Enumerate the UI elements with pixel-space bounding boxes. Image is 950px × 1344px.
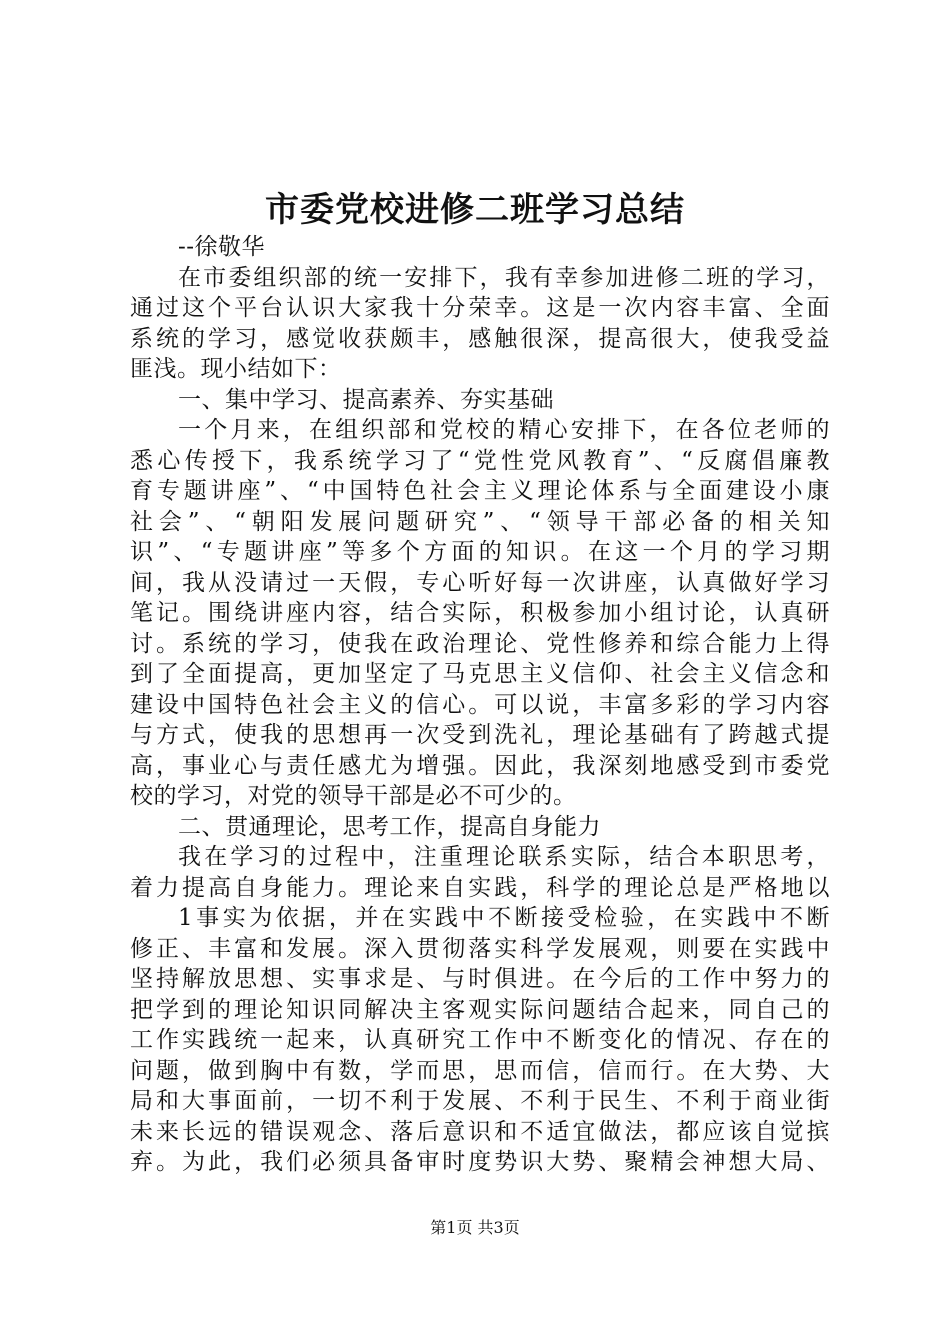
text-line: 问题，做到胸中有数，学而思，思而信，信而行。在大势、大 [130, 1057, 830, 1084]
page-number-footer: 第1页 共3页 [430, 1218, 520, 1237]
text-line: 修正、丰富和发展。深入贯彻落实科学发展观，则要在实践中 [130, 935, 830, 962]
text-line: 与方式，使我的思想再一次受到洗礼，理论基础有了跨越式提 [130, 722, 830, 748]
text-line: 未来长远的错误观念、落后意识和不适宜做法，都应该自觉摈 [130, 1118, 830, 1145]
text-line: 我在学习的过程中，注重理论联系实际，结合本职思考， [178, 844, 830, 870]
text-line: 悉心传授下，我系统学习了“党性党风教育”、“反腐倡廉教 [130, 447, 830, 474]
text-line: 通过这个平台认识大家我十分荣幸。这是一次内容丰富、全面 [130, 295, 830, 321]
text-line: 二、贯通理论，思考工作，提高自身能力 [178, 813, 601, 840]
text-line: 弃。为此，我们必须具备审时度势识大势、聚精会神想大局、 [130, 1149, 830, 1175]
text-line: 坚持解放思想、实事求是、与时俱进。在今后的工作中努力的 [130, 966, 830, 992]
text-line: 着力提高自身能力。理论来自实践，科学的理论总是严格地以 [130, 874, 830, 901]
text-line: 识”、“专题讲座”等多个方面的知识。在这一个月的学习期 [130, 539, 830, 565]
text-line: 高，事业心与责任感尤为增强。因此，我深刻地感受到市委党 [130, 752, 830, 779]
text-line: 局和大事面前，一切不利于发展、不利于民生、不利于商业街 [130, 1088, 830, 1114]
text-line: 间，我从没请过一天假，专心听好每一次讲座，认真做好学习 [130, 569, 830, 596]
text-line: 建设中国特色社会主义的信心。可以说，丰富多彩的学习内容 [130, 691, 830, 718]
text-line: 匪浅。现小结如下： [130, 356, 342, 382]
document-body [130, 232, 830, 1178]
text-line: 在市委组织部的统一安排下，我有幸参加进修二班的学习， [178, 264, 830, 291]
text-line: 讨。系统的学习，使我在政治理论、党性修养和综合能力上得 [130, 630, 830, 657]
text-line: 1事实为依据，并在实践中不断接受检验，在实践中不断 [178, 905, 830, 931]
text-line: --徐敬华 [178, 234, 266, 260]
text-line: 工作实践统一起来，认真研究工作中不断变化的情况、存在的 [130, 1027, 830, 1053]
text-line: 社会”、“朝阳发展问题研究”、“领导干部必备的相关知 [130, 508, 830, 535]
text-line: 一个月来，在组织部和党校的精心安排下，在各位老师的 [178, 417, 830, 443]
document-title: 市委党校进修二班学习总结 [265, 190, 685, 230]
text-line: 系统的学习，感觉收获颇丰，感触很深，提高很大，使我受益 [130, 325, 830, 352]
text-line: 把学到的理论知识同解决主客观实际问题结合起来，同自己的 [130, 996, 830, 1023]
text-line: 校的学习，对党的领导干部是必不可少的。 [130, 783, 577, 809]
text-line: 育专题讲座”、“中国特色社会主义理论体系与全面建设小康 [130, 478, 830, 504]
text-line: 一、集中学习、提高素养、夯实基础 [178, 386, 554, 413]
text-line: 笔记。围绕讲座内容，结合实际，积极参加小组讨论，认真研 [130, 600, 830, 626]
text-line: 到了全面提高，更加坚定了马克思主义信仰、社会主义信念和 [130, 661, 830, 687]
